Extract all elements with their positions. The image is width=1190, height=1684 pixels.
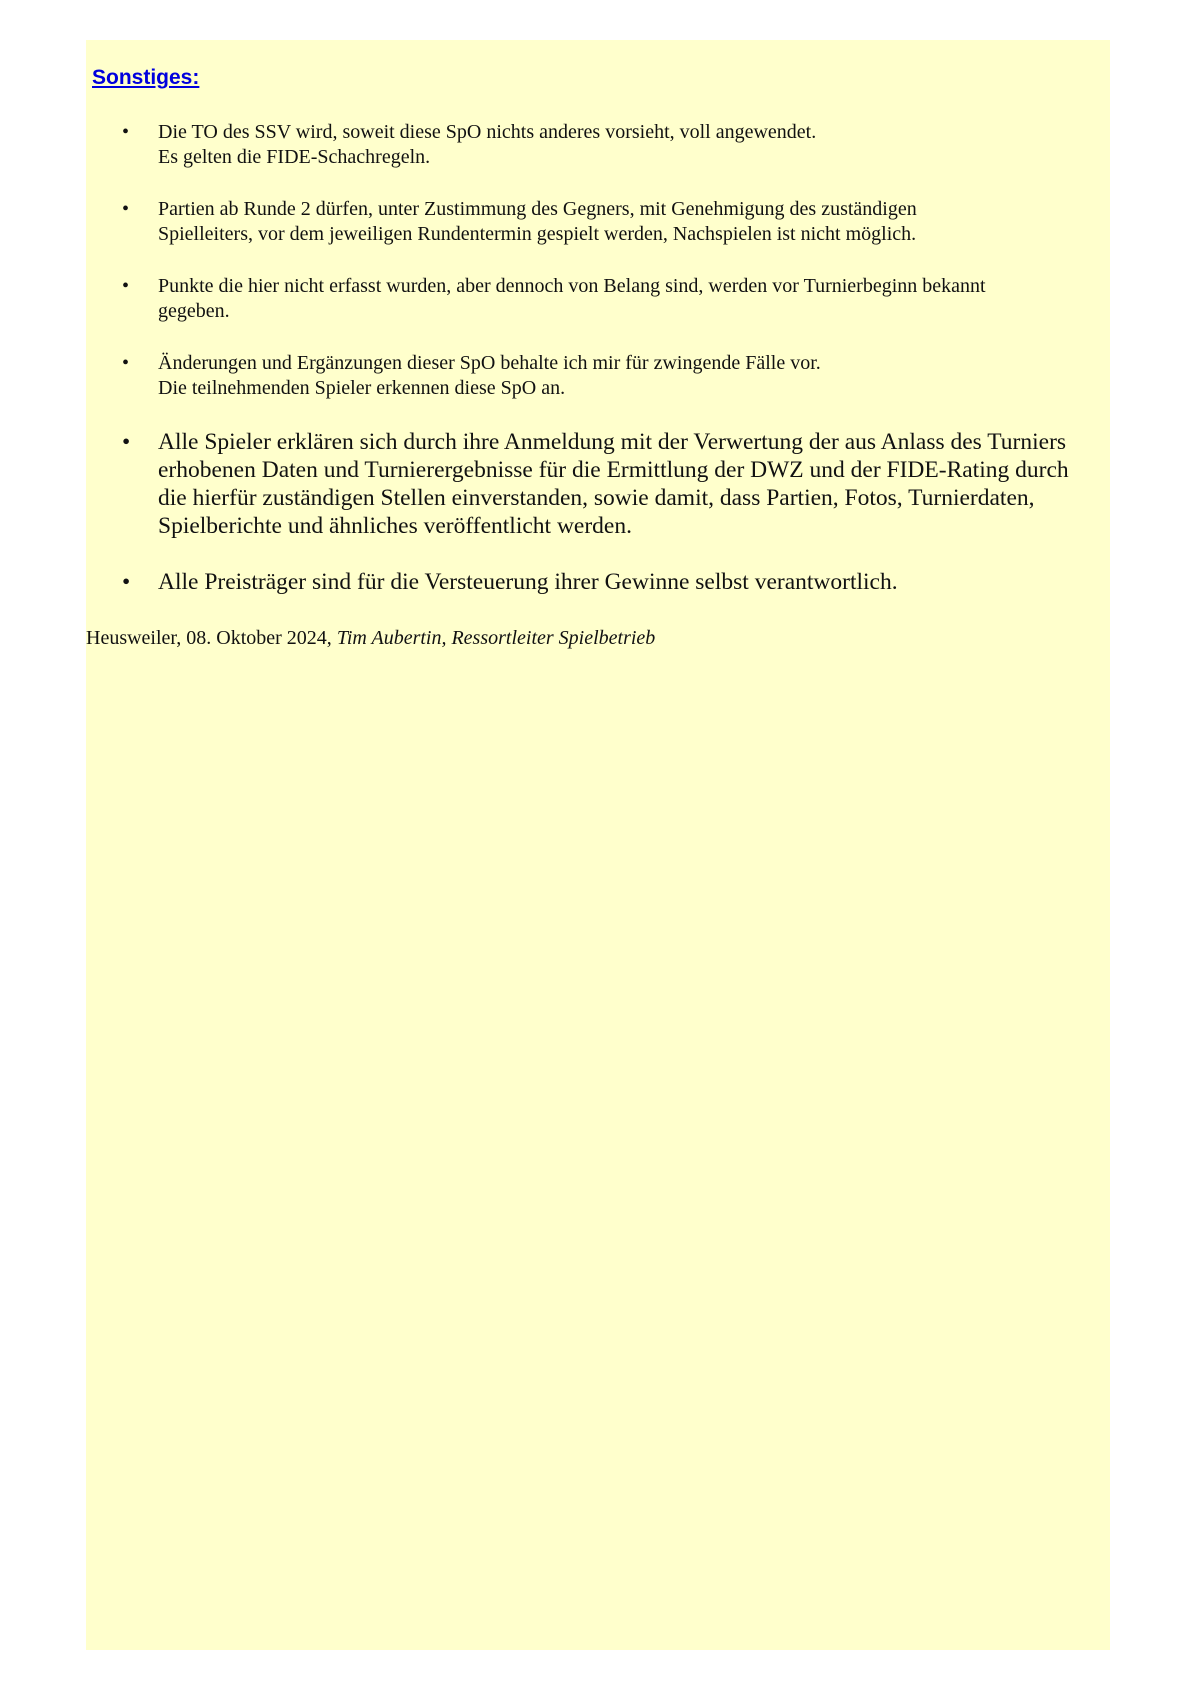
rules-list	[86, 120, 1110, 596]
list-item-changes	[86, 351, 1110, 401]
bullet-icon: •	[122, 352, 130, 374]
footer-line	[86, 626, 655, 651]
list-item-line: Alle Spieler erklären sich durch ihre Anmeldung mit der Verwertung der aus Anlass des Turniers	[158, 429, 1067, 455]
list-item-line: Es gelten die FIDE-Schachregeln.	[158, 146, 431, 168]
list-item-line: die hierfür zuständigen Stellen einverstanden, sowie damit, dass Partien, Fotos, Turnierdaten,	[158, 485, 1035, 511]
list-item-unrecorded-points	[86, 274, 1110, 324]
section-heading: Sonstiges:	[92, 66, 200, 89]
bullet-icon: •	[122, 198, 130, 220]
list-item-line: Punkte die hier nicht erfasst wurden, aber dennoch von Belang sind, werden vor Turnierbeginn bekannt	[158, 275, 986, 297]
list-item-early-games	[86, 197, 1110, 247]
list-item-line: Die teilnehmenden Spieler erkennen diese SpO an.	[158, 377, 566, 399]
list-item-prize-tax	[86, 568, 1110, 596]
list-item-line: Alle Preisträger sind für die Versteuerung ihrer Gewinne selbst verantwortlich.	[158, 569, 898, 595]
bullet-icon: •	[122, 429, 131, 455]
list-item-line: Spielberichte und ähnliches veröffentlicht werden.	[158, 513, 632, 539]
list-item-line: Änderungen und Ergänzungen dieser SpO behalte ich mir für zwingende Fälle vor.	[158, 352, 821, 374]
list-item-line: Partien ab Runde 2 dürfen, unter Zustimmung des Gegners, mit Genehmigung des zuständigen	[158, 198, 917, 220]
signature: Tim Aubertin, Ressortleiter Spielbetrieb	[336, 627, 656, 649]
list-item-line: Spielleiters, vor dem jeweiligen Rundentermin gespielt werden, Nachspielen ist nicht möglich.	[158, 223, 917, 245]
bullet-icon: •	[122, 121, 130, 143]
list-item-to-rules	[86, 120, 1110, 170]
list-item-data-consent	[86, 428, 1110, 540]
list-item-line: gegeben.	[158, 300, 230, 322]
place-date: Heusweiler, 08. Oktober 2024,	[86, 627, 337, 649]
bullet-icon: •	[122, 275, 130, 297]
page-panel	[86, 40, 1110, 1650]
list-item-line: Die TO des SSV wird, soweit diese SpO nichts anderes vorsieht, voll angewendet.	[158, 121, 817, 143]
bullet-icon: •	[122, 569, 131, 595]
list-item-line: erhobenen Daten und Turnierergebnisse für die Ermittlung der DWZ und der FIDE-Rating durch	[158, 457, 1069, 483]
